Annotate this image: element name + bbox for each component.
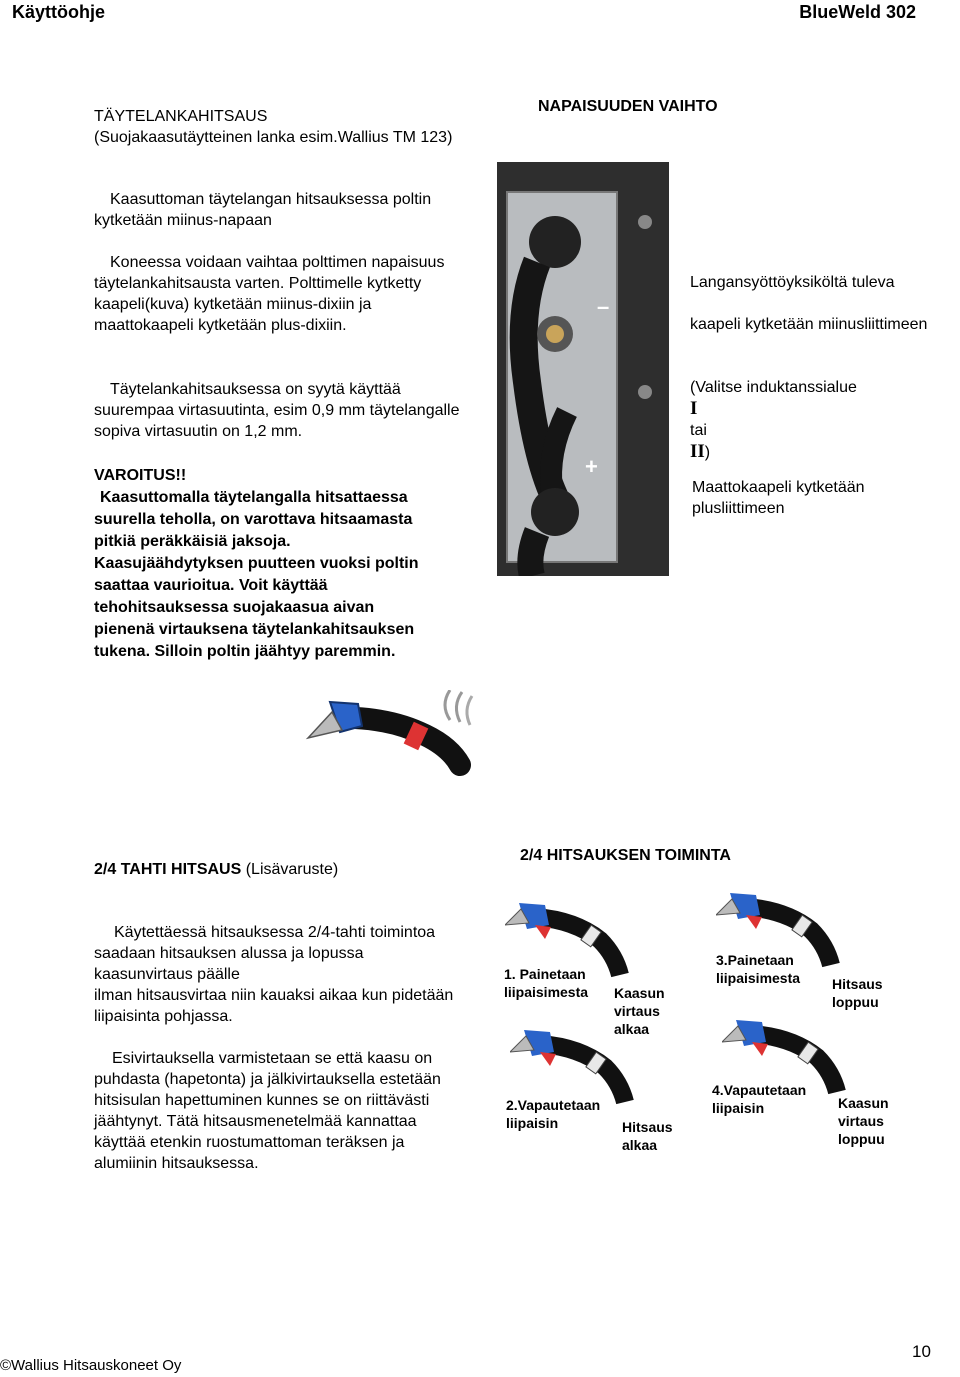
caption-close-paren: )	[704, 444, 711, 461]
caption-line-2: kaapeli kytketään miinusliittimeen	[690, 316, 928, 333]
flux-core-paragraph-1: Kaasuttoman täytelangan hitsauksessa poltin kytketään miinus-napaan	[94, 191, 432, 229]
caption-or-text: tai	[690, 422, 707, 439]
flux-core-paragraph-2: Koneessa voidaan vaihtaa polttimen napaisuus täytelankahitsausta varten. Polttimelle kytketty kaapeli(kuva) kytketään miinus-dixiin ja maattokaapeli kytketään plus-dixiin.	[94, 254, 445, 334]
step-2-result: Hitsaus alkaa	[622, 1119, 673, 1153]
minus-terminal-symbol: –	[597, 294, 610, 319]
two-four-stroke-title	[94, 859, 338, 880]
header-product-name: BlueWeld 302	[799, 2, 916, 22]
polarity-title: NAPAISUUDEN VAIHTO	[538, 98, 718, 115]
step-1-label: 1. Painetaan liipaisimesta	[504, 966, 589, 1000]
section-flux-core	[94, 106, 474, 148]
smoking-torch-illustration	[300, 690, 480, 780]
page-number: 10	[912, 1342, 931, 1361]
ground-cable-caption: Maattokaapeli kytketään plusliittimeen	[692, 479, 865, 517]
negative-terminal-caption	[690, 251, 960, 484]
two-four-stroke-title-accessory: (Lisävaruste)	[241, 861, 339, 878]
step-3-result: Hitsaus loppuu	[832, 976, 883, 1010]
footer-copyright: ©Wallius Hitsauskoneet Oy	[0, 1357, 182, 1374]
two-four-paragraph-1-text: Käytettäessä hitsauksessa 2/4-tahti toimintoa saadaan hitsauksen alussa ja lopussa kaasunvirtaus päälle ilman hitsausvirtaa niin kauaksi aikaa kun pidetään liipaisinta pohjassa.	[94, 924, 454, 1025]
caption-line-1: Langansyöttöyksiköltä tuleva	[690, 274, 895, 291]
warning-block	[94, 465, 439, 663]
caption-line-3-text: (Valitse induktanssialue	[690, 379, 857, 396]
inductance-range-1-symbol: I	[690, 398, 698, 419]
flux-core-paragraph-3: Täytelankahitsauksessa on syytä käyttää suurempaa virtasuutinta, esim 0,9 mm täytelangalle sopiva virtasuutin on 1,2 mm.	[94, 381, 460, 440]
plus-terminal-symbol: +	[585, 454, 598, 479]
step-2-label: 2.Vapautetaan liipaisin	[506, 1097, 601, 1131]
two-four-paragraph-1	[94, 922, 454, 1027]
two-four-paragraph-2: Esivirtauksella varmistetaan se että kaasu on puhdasta (hapetonta) ja jälkivirtauksella estetään hitsisulan hapettuminen kunnes se on riittävästi jäähtynyt. Tätä hitsausmenetelmää kannattaa käyttää etenkin ruostumattoman teräksen ja alumiinin hitsauksessa.	[94, 1050, 441, 1172]
warning-title: VAROITUS!!	[94, 467, 187, 484]
two-four-operation-title: 2/4 HITSAUKSEN TOIMINTA	[520, 847, 731, 864]
two-four-stroke-title-bold: 2/4 TAHTI HITSAUS	[94, 861, 242, 878]
flux-core-title: TÄYTELANKAHITSAUS	[94, 108, 268, 125]
step-3-label: 3.Painetaan liipaisimesta	[716, 952, 801, 986]
polarity-terminal-photo	[497, 162, 669, 576]
step-4-label: 4.Vapautetaan liipaisin	[712, 1082, 807, 1116]
caption-line-3	[690, 356, 960, 463]
inductance-range-2-symbol: II	[690, 441, 705, 462]
warning-text: Kaasuttomalla täytelangalla hitsattaessa suurella teholla, on varottava hitsaamasta pitkiä peräkkäisiä jaksoja. Kaasujäähdytyksen puutteen vuoksi poltin saattaa vaurioitua. Voit käyttää tehohitsauksessa suojakaasua aivan pienenä virtauksena täytelankahitsauksen tukena. Silloin poltin jäähtyy paremmin.	[94, 489, 419, 660]
step-4-result: Kaasun virtaus loppuu	[838, 1095, 889, 1147]
step-1-result: Kaasun virtaus alkaa	[614, 985, 665, 1037]
header-manual-title: Käyttöohje	[12, 2, 106, 22]
flux-core-subtitle: (Suojakaasutäytteinen lanka esim.Wallius TM 123)	[94, 129, 453, 146]
